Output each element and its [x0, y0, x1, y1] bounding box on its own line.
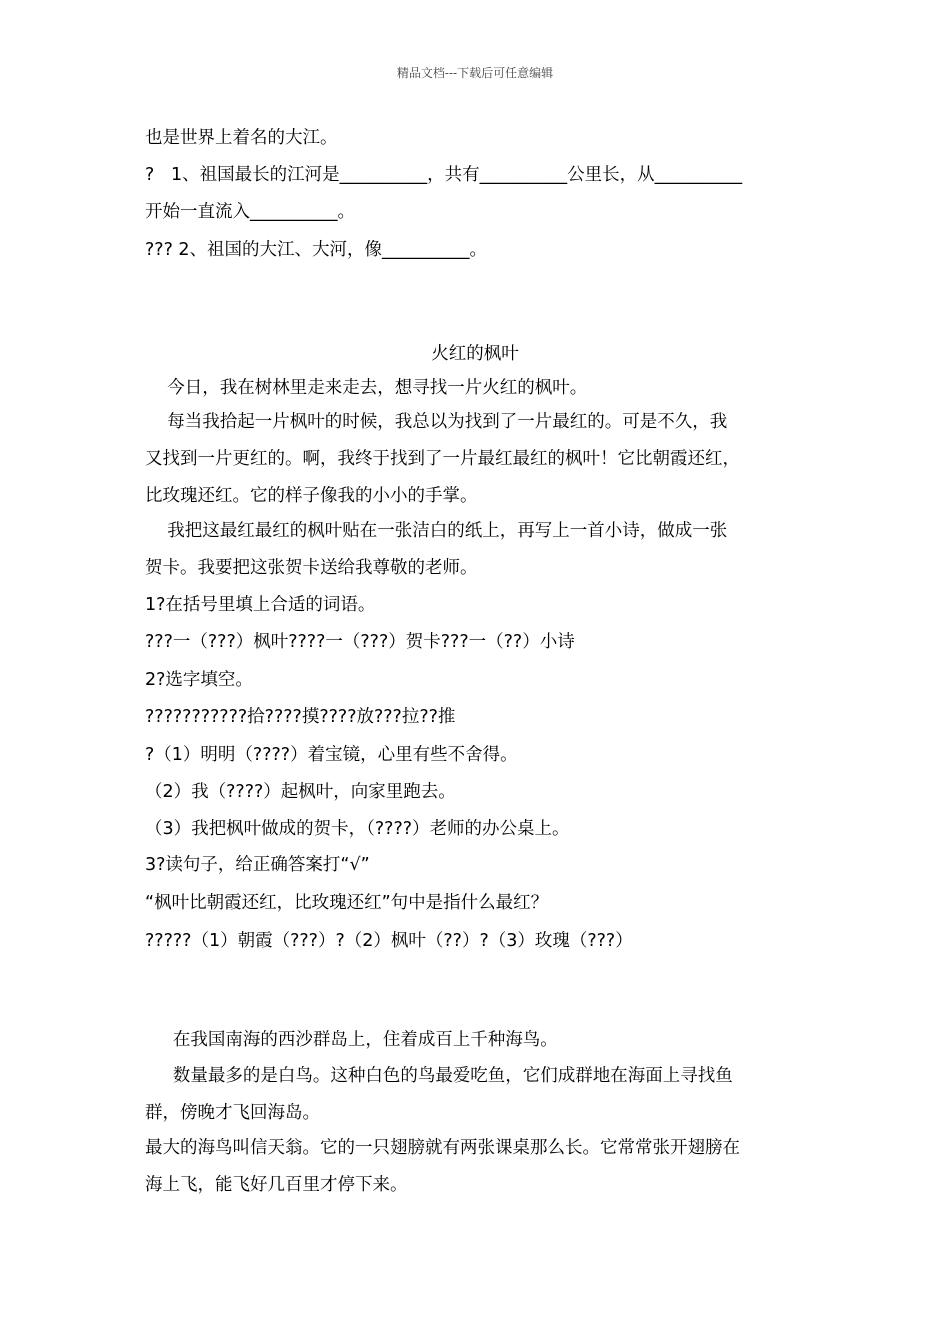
- question-heading: 3?读句子，给正确答案打“√”: [145, 855, 370, 875]
- paragraph-line: 也是世界上着名的大江。: [145, 128, 338, 148]
- paragraph-line: 每当我拾起一片枫叶的时候，我总以为找到了一片最红的。可是不久，我: [145, 412, 728, 432]
- question-line: “枫叶比朝霞还红，比玫瑰还红”句中是指什么最红？: [145, 893, 549, 913]
- passage-title: 火红的枫叶: [431, 344, 519, 364]
- paragraph-line: 最大的海鸟叫信天翁。它的一只翅膀就有两张课桌那么长。它常常张开翅膀在: [145, 1138, 740, 1158]
- page-header: 精品文档---下载后可任意编辑: [396, 66, 554, 80]
- question-line: ? 1、祖国最长的江河是__________，共有__________公里长，从__________: [145, 165, 743, 185]
- paragraph-line: 群，傍晚才飞回海岛。: [145, 1103, 320, 1123]
- paragraph-line: 比玫瑰还红。它的样子像我的小小的手掌。: [145, 486, 478, 506]
- paragraph-line: 数量最多的是白鸟。这种白色的鸟最爱吃鱼，它们成群地在海面上寻找鱼: [145, 1066, 733, 1086]
- question-line: （2）我（????）起枫叶，向家里跑去。: [145, 782, 456, 802]
- question-line: ??? 2、祖国的大江、大河，像__________。: [145, 240, 488, 260]
- question-line: ?????（1）朝霞（???）?（2）枫叶（??）?（3）玫瑰（???）: [145, 931, 633, 951]
- paragraph-line: 贺卡。我要把这张贺卡送给我尊敬的老师。: [145, 558, 478, 578]
- paragraph-line: 我把这最红最红的枫叶贴在一张洁白的纸上，再写上一首小诗，做成一张: [145, 521, 728, 541]
- question-line: ???一（???）枫叶????一（???）贺卡???一（??）小诗: [145, 632, 575, 652]
- question-heading: 1?在括号里填上合适的词语。: [145, 595, 376, 615]
- question-heading: 2?选字填空。: [145, 670, 253, 690]
- paragraph-line: 海上飞，能飞好几百里才停下来。: [145, 1175, 408, 1195]
- question-line: 开始一直流入__________。: [145, 202, 355, 222]
- paragraph-line: 在我国南海的西沙群岛上，住着成百上千种海鸟。: [145, 1030, 558, 1050]
- paragraph-line: 今日，我在树林里走来走去，想寻找一片火红的枫叶。: [145, 378, 588, 398]
- paragraph-line: 又找到一片更红的。啊，我终于找到了一片最红最红的枫叶！它比朝霞还红，: [145, 449, 740, 469]
- question-line: ?（1）明明（????）着宝镜，心里有些不舍得。: [145, 745, 518, 765]
- question-line: ???????????拾????摸????放???拉??推: [145, 707, 456, 727]
- question-line: （3）我把枫叶做成的贺卡，（????）老师的办公桌上。: [145, 819, 570, 839]
